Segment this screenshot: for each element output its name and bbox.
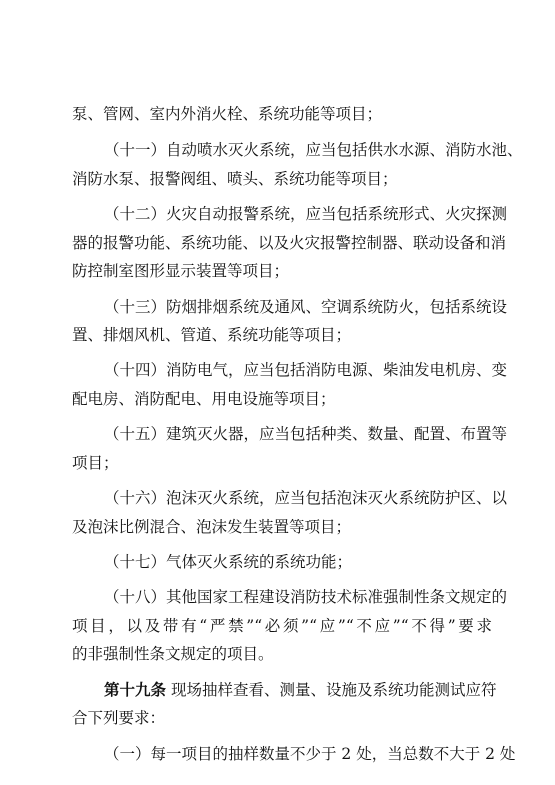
text-line: 的非强制性条文规定的项目。 <box>72 645 274 663</box>
text-line: （一）每一项目的抽样数量不少于 2 处，当总数不大于 2 处 <box>104 745 516 763</box>
text-line: （十三）防烟排烟系统及通风、空调系统防火，包括系统设 <box>104 298 508 316</box>
text-line: （十二）火灾自动报警系统，应当包括系统形式、火灾探测 <box>104 205 508 223</box>
text-line: 消防水泵、报警阀组、喷头、系统功能等项目； <box>72 170 398 188</box>
article-heading: 第十九条 <box>104 680 167 699</box>
text-line: （十八）其他国家工程建设消防技术标准强制性条文规定的 <box>104 588 508 606</box>
text-line: （十一）自动喷水灭火系统，应当包括供水水源、消防水池、 <box>104 141 523 159</box>
text-line: 项目，以及带有“严禁”“必须”“应”“不应”“不得”要求 <box>72 617 492 635</box>
article-text: 现场抽样查看、测量、设施及系统功能测试应符 <box>166 681 497 699</box>
text-line: 防控制室图形显示装置等项目； <box>72 262 290 280</box>
text-line: （十四）消防电气，应当包括消防电源、柴油发电机房、变 <box>104 361 508 379</box>
text-line: 项目； <box>72 454 119 472</box>
text-line: 器的报警功能、系统功能、以及火灾报警控制器、联动设备和消 <box>72 234 507 252</box>
text-line: 置、排烟风机、管道、系统功能等项目； <box>72 326 352 344</box>
text-line: 合下列要求： <box>72 709 166 727</box>
text-line: （十六）泡沫灭火系统，应当包括泡沫灭火系统防护区、以 <box>104 489 508 507</box>
text-line: 及泡沫比例混合、泡沫发生装置等项目； <box>72 518 352 536</box>
text-line: （十七）气体灭火系统的系统功能； <box>104 553 353 571</box>
text-line: （十五）建筑灭火器，应当包括种类、数量、配置、布置等 <box>104 425 508 443</box>
text-line: 泵、管网、室内外消火栓、系统功能等项目； <box>72 105 383 123</box>
article-line <box>104 680 497 700</box>
text-line: 配电房、消防配电、用电设施等项目； <box>72 390 336 408</box>
